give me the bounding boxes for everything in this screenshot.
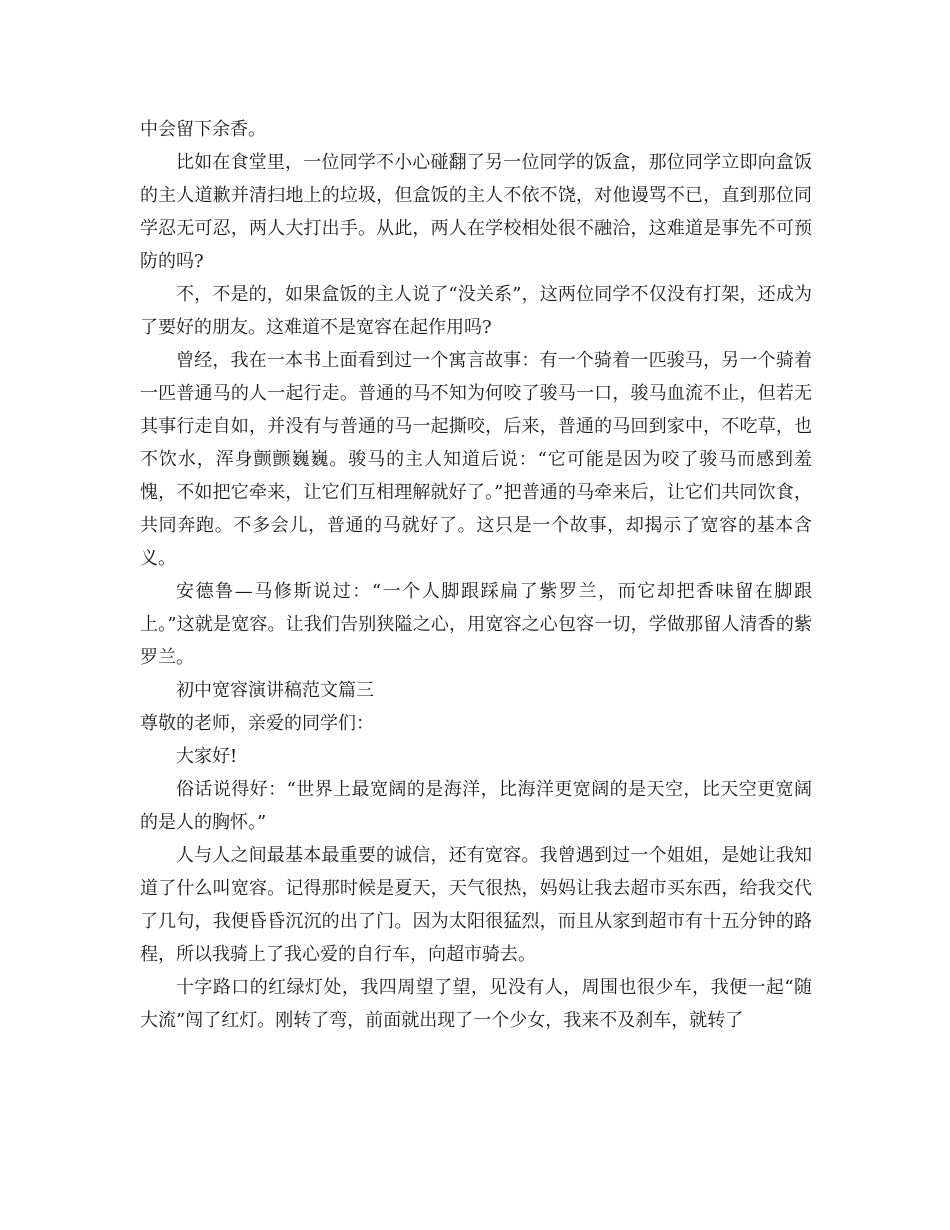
section-heading: 初中宽容演讲稿范文篇三 [176,680,374,701]
salutation: 尊敬的老师，亲爱的同学们： [140,713,374,734]
paragraph: 不，不是的，如果盒饭的主人说了“没关系”，这两位同学不仅没有打架，还成为了要好的朋友。这难道不是宽容在起作用吗? [140,284,812,338]
paragraph: 曾经，我在一本书上面看到过一个寓言故事：有一个骑着一匹骏马，另一个骑着一匹普通马的人一起行走。普通的马不知为何咬了骏马一口，骏马血流不止，但若无其事行走自如，并没有与普通的马一起撕咬，后来，普通的马回到家中，不吃草，也不饮水，浑身颤颤巍巍。骏马的主人知道后说：“它可能是因为咬了骏马而感到羞愧，不如把它牵来，让它们互相理解就好了。”把普通的马牵来后，让它们共同饮食，共同奔跑。不多会儿，普通的马就好了。这只是一个故事，却揭示了宽容的基本含义。 [140,350,812,569]
document-body [140,113,812,1037]
paragraph: 安德鲁—马修斯说过：“一个人脚跟踩扁了紫罗兰，而它却把香味留在脚跟上。”这就是宽容。让我们告别狭隘之心，用宽容之心包容一切，学做那留人清香的紫罗兰。 [140,581,812,668]
paragraph: 中会留下余香。 [140,119,266,140]
paragraph: 比如在食堂里，一位同学不小心碰翻了另一位同学的饭盒，那位同学立即向盒饭的主人道歉并清扫地上的垃圾，但盒饭的主人不依不饶，对他谩骂不已，直到那位同学忍无可忍，两人大打出手。从此，两人在学校相处很不融洽，这难道是事先不可预防的吗? [140,152,812,272]
greeting: 大家好! [176,746,238,767]
paragraph: 十字路口的红绿灯处，我四周望了望，见没有人，周围也很少车，我便一起“随大流”闯了红灯。刚转了弯，前面就出现了一个少女，我来不及刹车，就转了 [140,977,812,1031]
paragraph: 俗话说得好：“世界上最宽阔的是海洋，比海洋更宽阔的是天空，比天空更宽阔的是人的胸怀。” [140,779,812,833]
paragraph: 人与人之间最基本最重要的诚信，还有宽容。我曾遇到过一个姐姐，是她让我知道了什么叫宽容。记得那时候是夏天，天气很热，妈妈让我去超市买东西，给我交代了几句，我便昏昏沉沉的出了门。因为太阳很猛烈，而且从家到超市有十五分钟的路程，所以我骑上了我心爱的自行车，向超市骑去。 [140,845,812,965]
